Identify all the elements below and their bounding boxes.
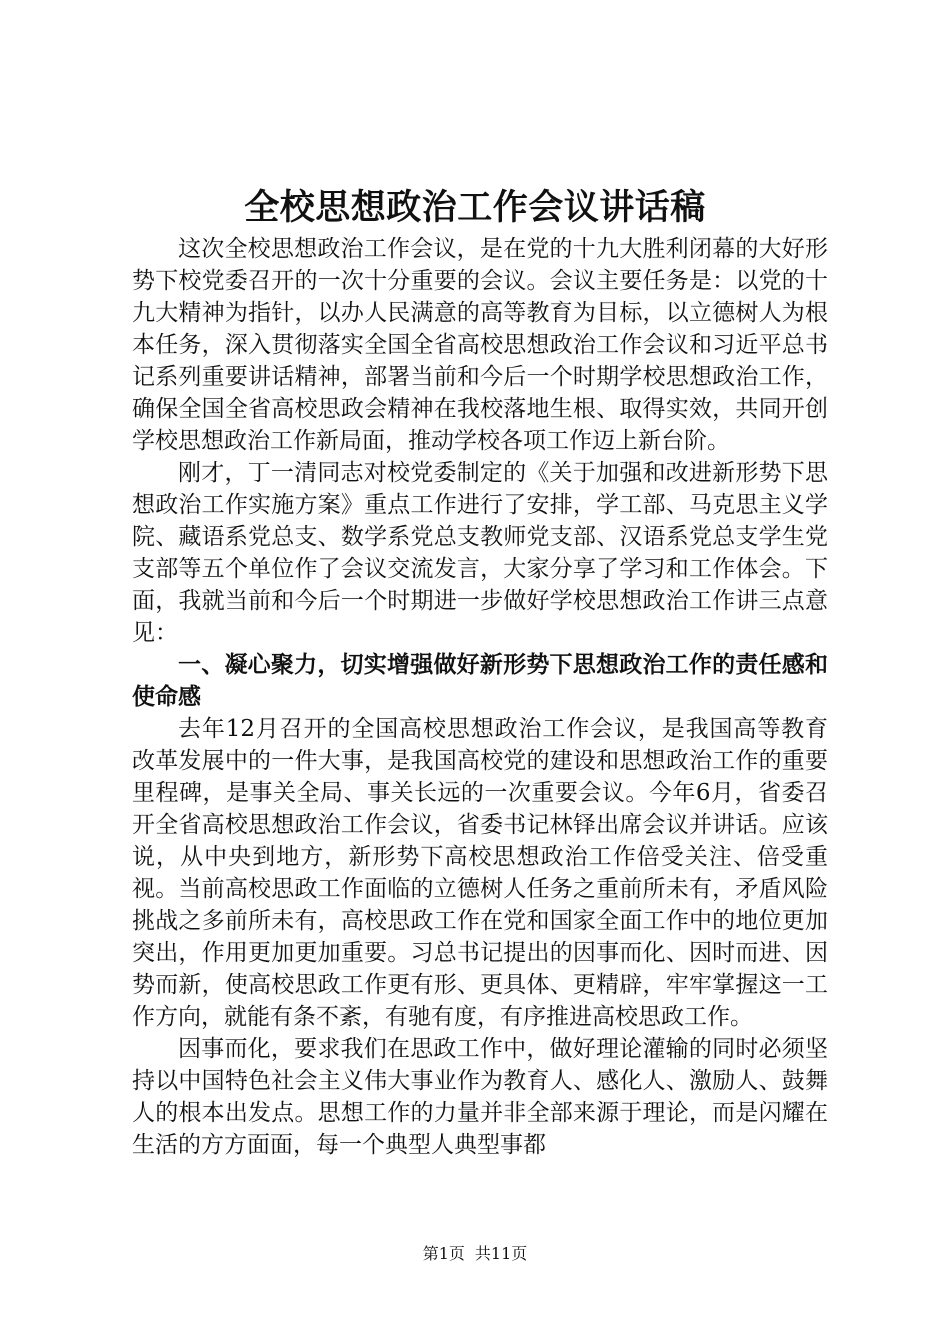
page-total: 共11页 (474, 1244, 528, 1263)
page-footer (0, 1243, 950, 1265)
page-number: 第1页 (422, 1244, 465, 1263)
section-paragraph-1: 去年12月召开的全国高校思想政治工作会议，是我国高等教育改革发展中的一件大事，是我国高校党的建设和思想政治工作的重要里程碑，是事关全局、事关长远的一次重要会议。今年6月，省委召开全省高校思想政治工作会议，省委书记林铎出席会议并讲话。应该说，从中央到地方，新形势下高校思想政治工作倍受关注、倍受重视。当前高校思政工作面临的立德树人任务之重前所未有，矛盾风险挑战之多前所未有，高校思政工作在党和国家全面工作中的地位更加突出，作用更加更加重要。习总书记提出的因事而化、因时而进、因势而新，使高校思政工作更有形、更具体、更精辟，牢牢掌握这一工作方向，就能有条不紊，有驰有度，有序推进高校思政工作。 (132, 716, 828, 1030)
intro-paragraph-2: 刚才，丁一清同志对校党委制定的《关于加强和改进新形势下思想政治工作实施方案》重点工作进行了安排，学工部、马克思主义学院、藏语系党总支、数学系党总支教师党支部、汉语系党总支学生党支部等五个单位作了会议交流发言，大家分享了学习和工作体会。下面，我就当前和今后一个时期进一步做好学校思想政治工作讲三点意见： (132, 460, 828, 646)
document-title: 全校思想政治工作会议讲话稿 (244, 188, 706, 228)
document-body (132, 233, 828, 1161)
section-paragraph-2: 因事而化，要求我们在思政工作中，做好理论灌输的同时必须坚持以中国特色社会主义伟大事业作为教育人、感化人、激励人、鼓舞人的根本出发点。思想工作的力量并非全部来源于理论，而是闪耀在生活的方方面面，每一个典型人典型事都 (132, 1036, 828, 1158)
intro-paragraph-1: 这次全校思想政治工作会议，是在党的十九大胜利闭幕的大好形势下校党委召开的一次十分重要的会议。会议主要任务是：以党的十九大精神为指针，以办人民满意的高等教育为目标，以立德树人为根本任务，深入贯彻落实全国全省高校思想政治工作会议和习近平总书记系列重要讲话精神，部署当前和今后一个时期学校思想政治工作，确保全国全省高校思政会精神在我校落地生根、取得实效，共同开创学校思想政治工作新局面，推动学校各项工作迈上新台阶。 (132, 236, 828, 454)
section-heading: 一、凝心聚力，切实增强做好新形势下思想政治工作的责任感和使命感 (132, 652, 828, 710)
